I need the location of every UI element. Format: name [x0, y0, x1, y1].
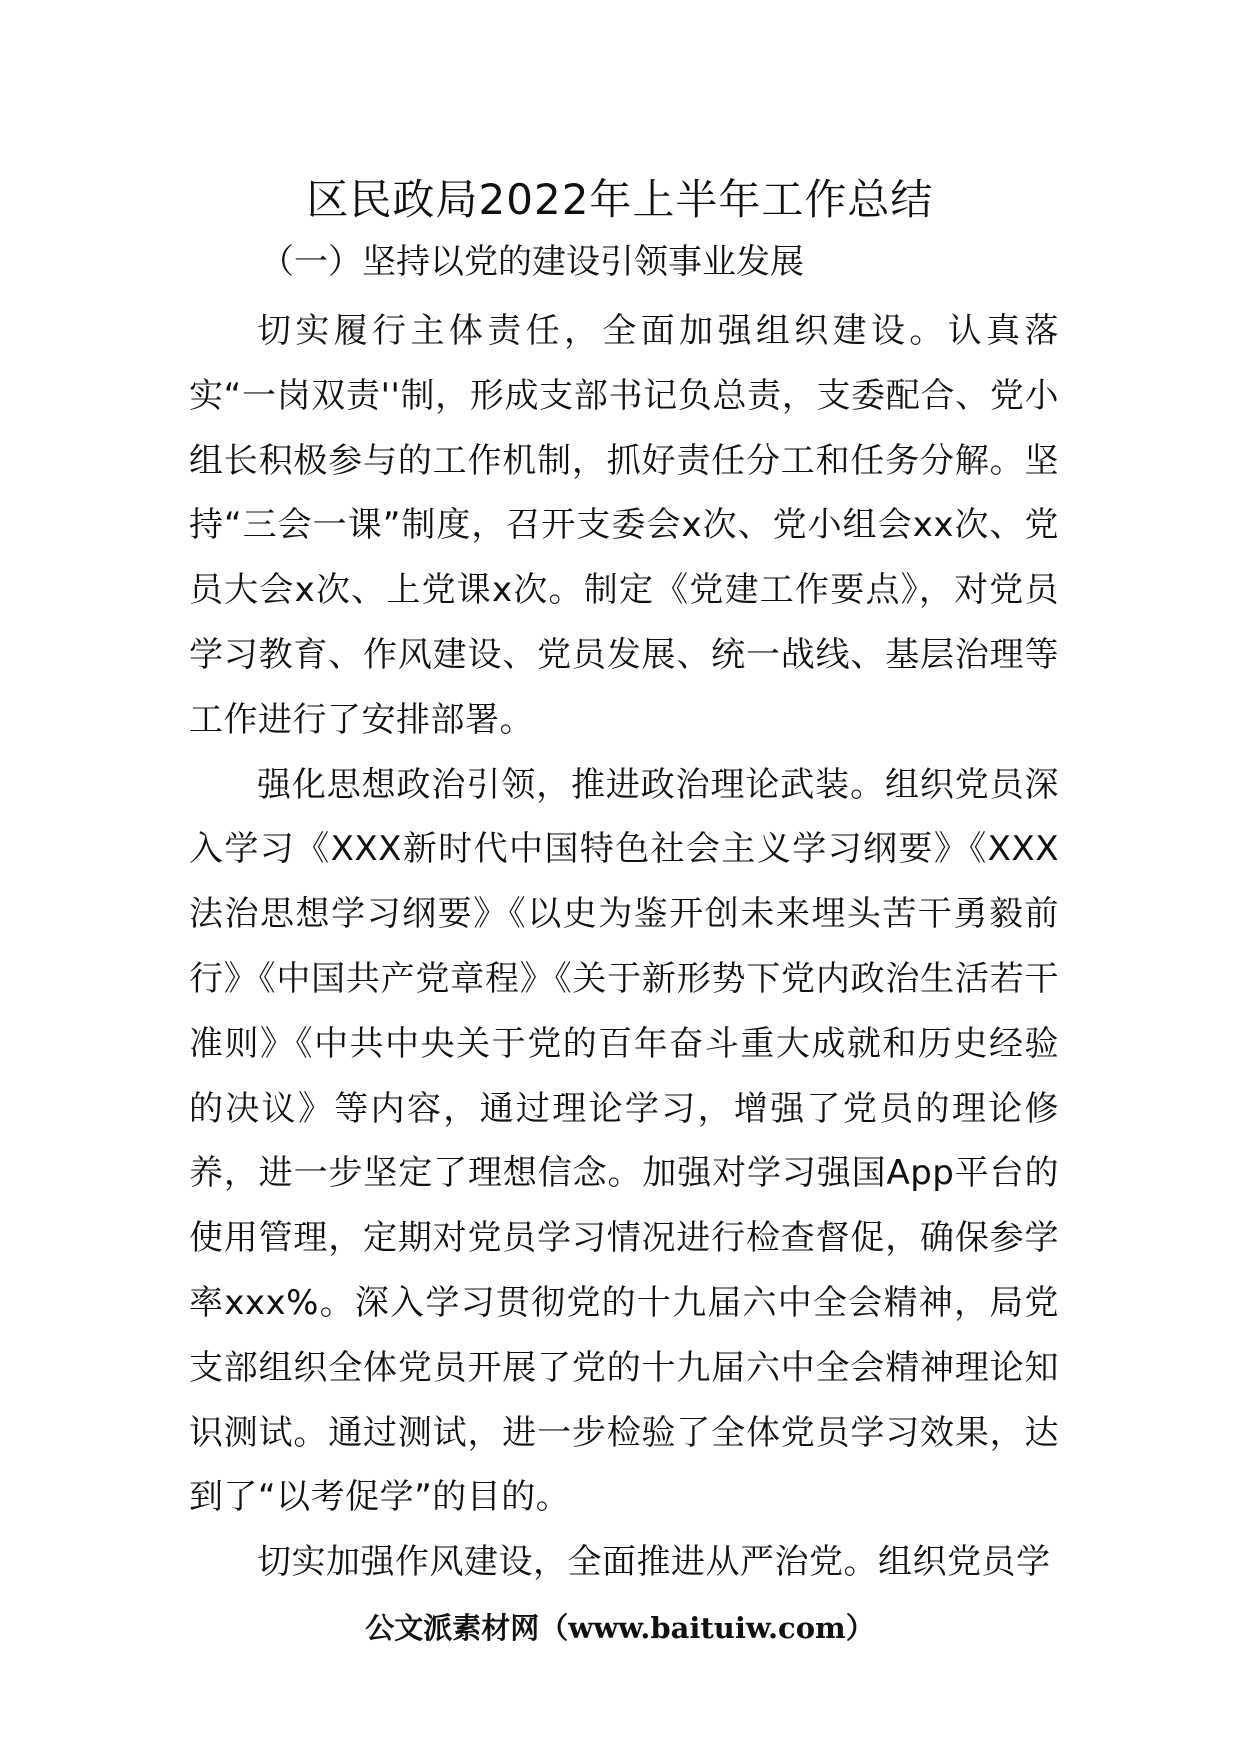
section-heading: （一）坚持以党的建设引领事业发展 — [260, 242, 804, 282]
document-body — [189, 299, 1059, 1595]
document-title: 区民政局2022年上半年工作总结 — [306, 175, 934, 224]
paragraph-work-style: 切实加强作风建设，全面推进从严治党。组织党员学 — [257, 1542, 1051, 1583]
watermark-footer: 公文派素材网（www.baituiw.com） — [365, 1611, 875, 1645]
paragraph-political-theory: 强化思想政治引领，推进政治理论武装。组织党员深入学习《XXX新时代中国特色社会主义学习纲要》《XXX法治思想学习纲要》《以史为鉴开创未来埋头苦干勇毅前行》《中国共产党章程》《关于新形势下党内政治生活若干准则》《中共中央关于党的百年奋斗重大成就和历史经验的决议》等内容，通过理论学习，增强了党员的理论修养，进一步坚定了理想信念。加强对学习强国App平台的使用管理，定期对党员学习情况进行检查督促，确保参学率xxx%。深入学习贯彻党的十九届六中全会精神，局党支部组织全体党员开展了党的十九届六中全会精神理论知识测试。通过测试，进一步检验了全体党员学习效果，达到了“以考促学”的目的。 — [189, 764, 1059, 1518]
paragraph-organization: 切实履行主体责任，全面加强组织建设。认真落实“一岗双责''制，形成支部书记负总责，支委配合、党小组长积极参与的工作机制，抓好责任分工和任务分解。坚持“三会一课”制度，召开支委会x次、党小组会xx次、党员大会x次、上党课x次。制定《党建工作要点》，对党员学习教育、作风建设、党员发展、统一战线、基层治理等工作进行了安排部署。 — [189, 311, 1059, 740]
